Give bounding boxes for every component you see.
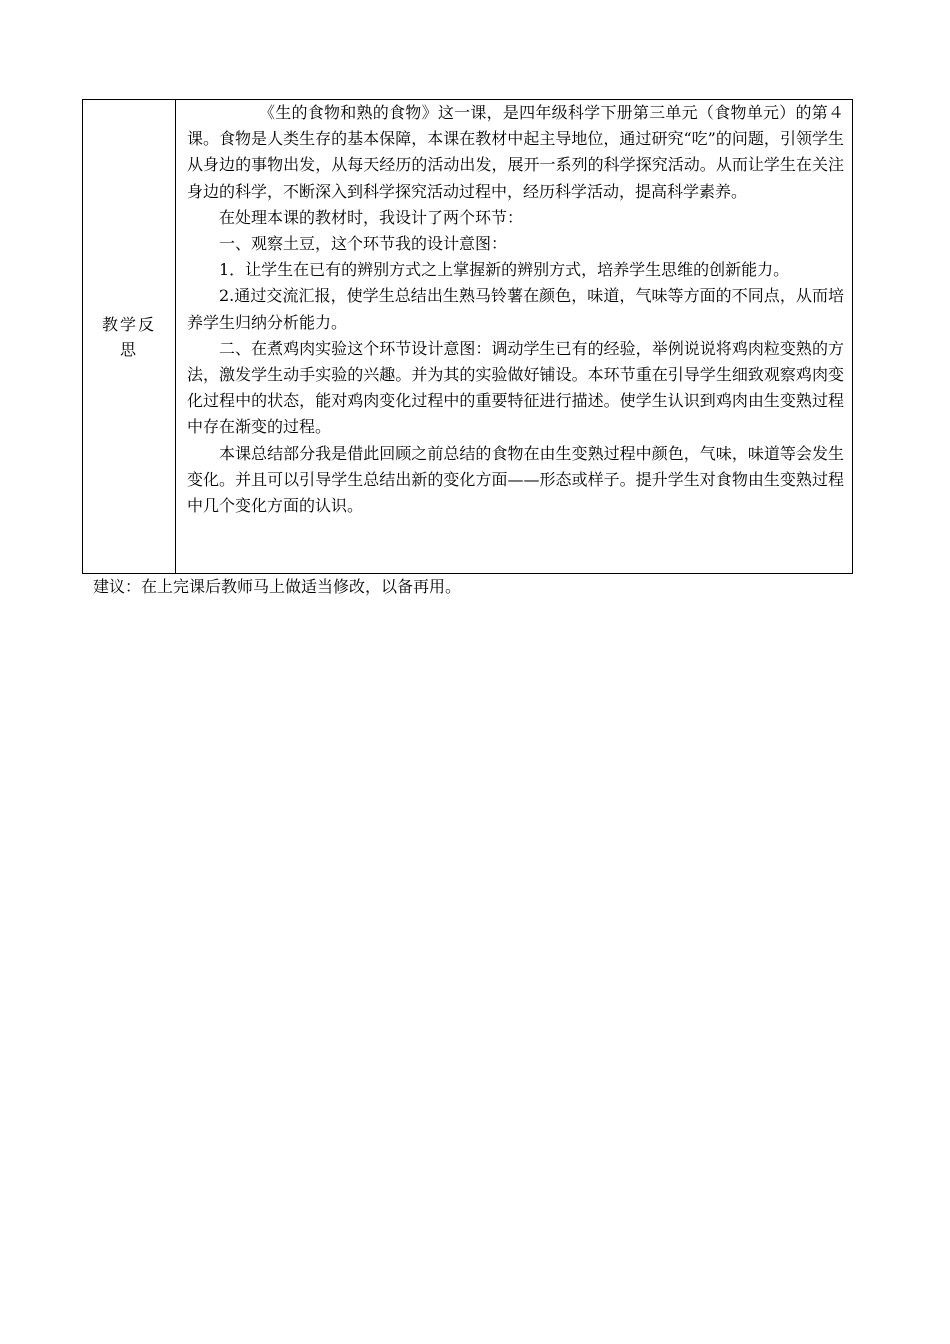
paragraph-section-one-heading: 一、观察土豆，这个环节我的设计意图： [219, 234, 508, 254]
footer-note: 建议：在上完课后教师马上做适当修改，以备再用。 [93, 577, 462, 596]
reflection-table [82, 99, 853, 574]
table-label-cell [83, 100, 176, 573]
table-label: 教学反思 [101, 314, 156, 359]
table-content-cell [176, 100, 852, 573]
paragraph-point-two: 2.通过交流汇报，使学生总结出生熟马铃薯在颜色，味道，气味等方面的不同点，从而培养学生归纳分析能力。 [187, 286, 844, 332]
paragraph-intro: 《生的食物和熟的食物》这一课，是四年级科学下册第三单元（食物单元）的第４课。食物是人类生存的基本保障，本课在教材中起主导地位，通过研究“吃”的问题，引领学生从身边的事物出发，从每天经历的活动出发，展开一系列的科学探究活动。从而让学生在关注身边的科学，不断深入到科学探究活动过程中，经历科学活动，提高科学素养。 [187, 103, 844, 201]
paragraph-section-two: 二、在煮鸡肉实验这个环节设计意图：调动学生已有的经验，举例说说将鸡肉粒变熟的方法，激发学生动手实验的兴趣。并为其的实验做好铺设。本环节重在引导学生细致观察鸡肉变化过程中的状态，能对鸡肉变化过程中的重要特征进行描述。使学生认识到鸡肉由生变熟过程中存在渐变的过程。 [187, 338, 844, 437]
paragraph-summary: 本课总结部分我是借此回顾之前总结的食物在由生变熟过程中颜色，气味，味道等会发生变化。并且可以引导学生总结出新的变化方面——形态或样子。提升学生对食物由生变熟过程中几个变化方面的认识。 [187, 443, 844, 516]
paragraph-point-one: 1．让学生在已有的辨别方式之上掌握新的辨别方式，培养学生思维的创新能力。 [219, 260, 790, 280]
paragraph-design-overview: 在处理本课的教材时，我设计了两个环节： [219, 207, 524, 227]
